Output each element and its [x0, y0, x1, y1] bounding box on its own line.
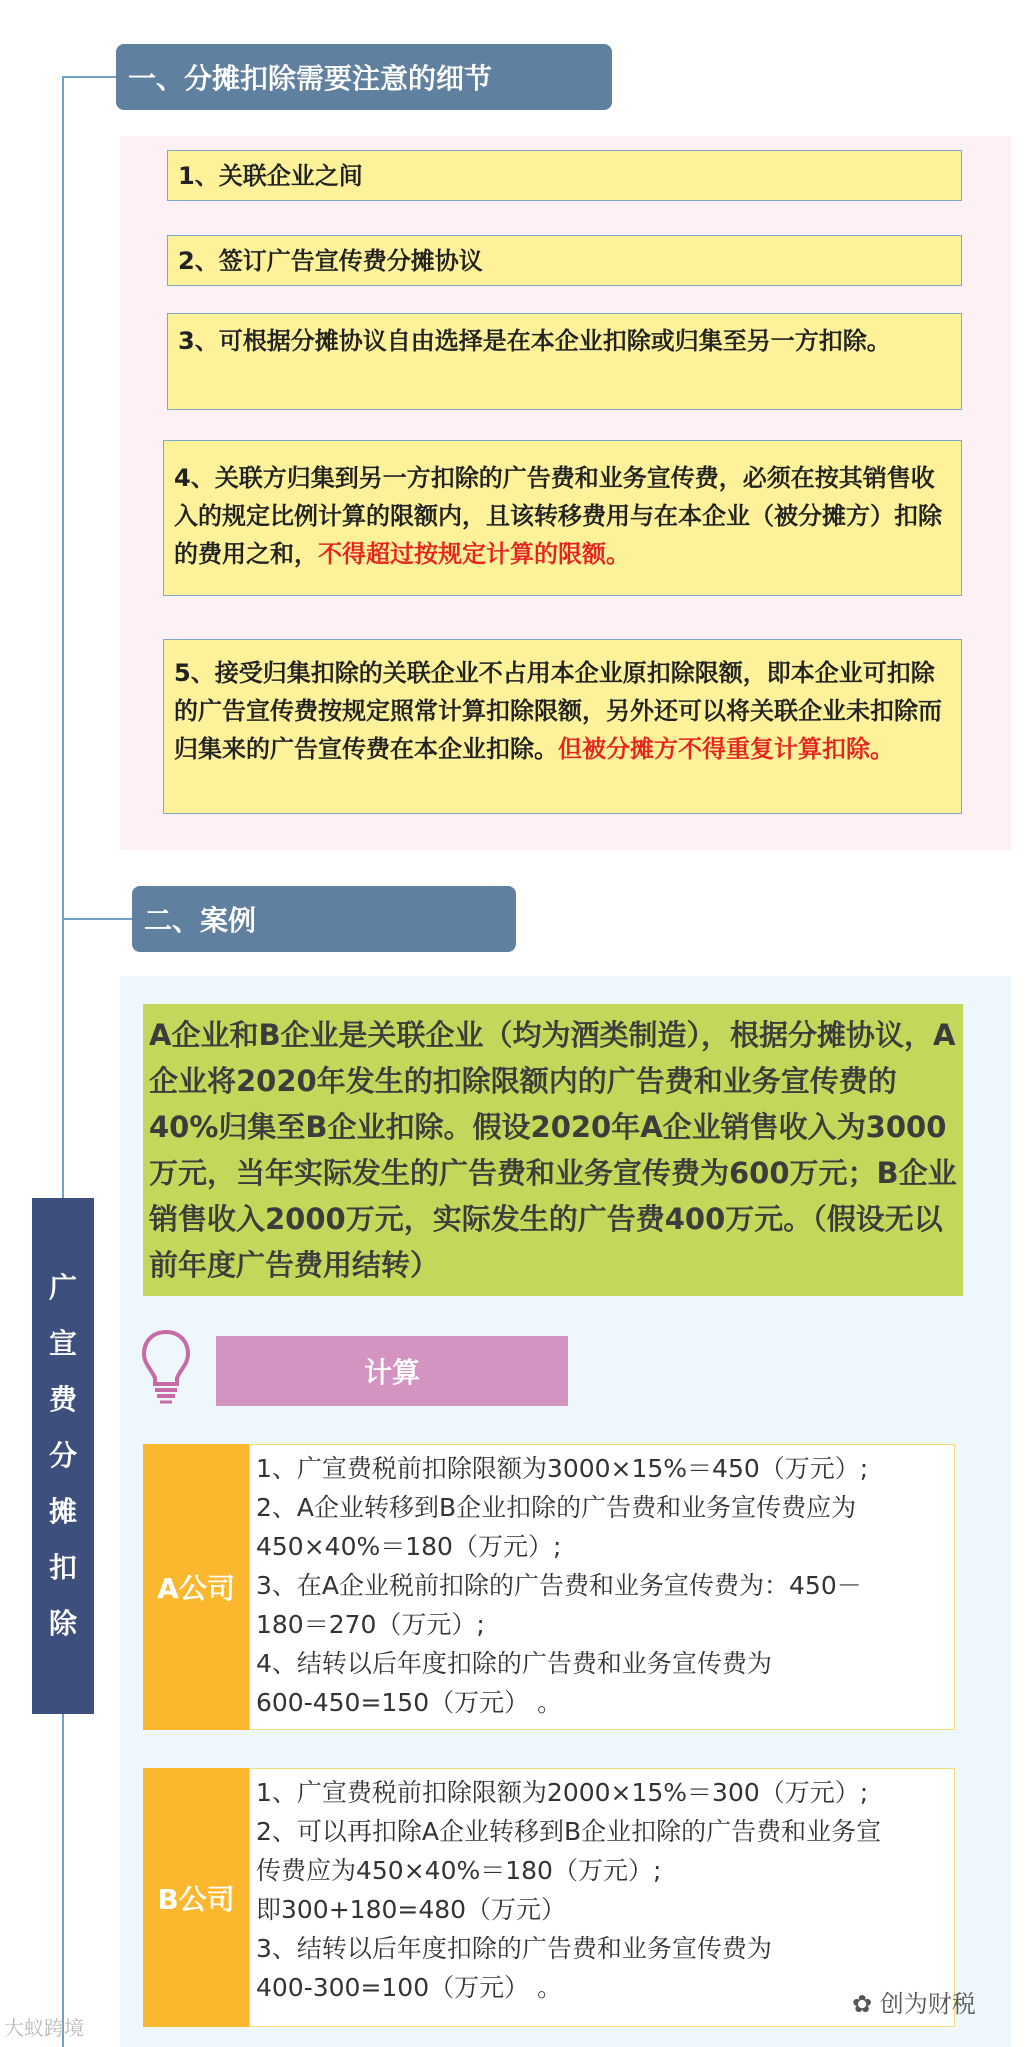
rule-5-text: 5、接受归集扣除的关联企业不占用本企业原扣除限额，即本企业可扣除的广告宣传费按规定照常计算扣除限额，另外还可以将关联企业未扣除而归集来的广告宣传费在本企业扣除。 — [174, 659, 942, 763]
watermark-bottom-right — [852, 1984, 976, 2019]
company-b-line: 传费应为450×40%＝180（万元）; — [256, 1856, 662, 1885]
side-title-char: 摊 — [48, 1495, 77, 1528]
company-a-line: 180＝270（万元）; — [256, 1610, 485, 1639]
company-a-line: 1、广宣费税前扣除限额为3000×15%＝450（万元）; — [256, 1454, 869, 1483]
rule-4-highlight: 不得超过按规定计算的限额。 — [318, 540, 630, 568]
rule-4 — [163, 440, 962, 596]
case-box — [143, 1004, 963, 1296]
side-title-char: 宣 — [48, 1327, 77, 1360]
side-title — [32, 1198, 94, 1714]
company-b-calculation — [249, 1768, 955, 2027]
rule-3 — [167, 313, 962, 410]
section1-title: 一、分摊扣除需要注意的细节 — [128, 62, 493, 95]
side-title-char: 扣 — [48, 1551, 77, 1584]
side-title-char: 广 — [48, 1271, 77, 1304]
connector-branch-2 — [62, 918, 132, 920]
company-a-label-text: A公司 — [157, 1572, 235, 1605]
section2-title: 二、案例 — [144, 904, 257, 937]
rule-2-text: 2、签订广告宣传费分摊协议 — [178, 246, 483, 275]
rule-5 — [163, 639, 962, 814]
company-b-line: 3、结转以后年度扣除的广告费和业务宣传费为 — [256, 1934, 772, 1963]
calc-label: 计算 — [363, 1356, 420, 1389]
watermark-bottom-left-text: 大蚁跨境 — [4, 2016, 84, 2040]
company-a-line: 450×40%＝180（万元）; — [256, 1532, 562, 1561]
section1-header — [116, 44, 612, 110]
rule-3-text: 3、可根据分摊协议自由选择是在本企业扣除或归集至另一方扣除。 — [178, 327, 891, 355]
wechat-icon: ✿ — [852, 1990, 880, 2018]
connector-branch-1 — [62, 76, 118, 78]
case-text: A企业和B企业是关联企业（均为酒类制造），根据分摊协议，A企业将2020年发生的扣除限额内的广告费和业务宣传费的40%归集至B企业扣除。假设2020年A企业销售收入为3000万元，当年实际发生的广告费和业务宣传费为600万元；B企业销售收入2000万元，实际发生的广告费400万元。（假设无以前年度广告费用结转） — [149, 1018, 957, 1282]
side-title-char: 费 — [48, 1383, 77, 1416]
rule-1 — [167, 150, 962, 201]
watermark-bottom-right-text: 创为财税 — [879, 1990, 976, 2018]
company-a-label — [143, 1444, 249, 1730]
company-a-line: 4、结转以后年度扣除的广告费和业务宣传费为 — [256, 1649, 772, 1678]
section2-header — [132, 886, 516, 952]
rule-1-text: 1、关联企业之间 — [178, 161, 363, 190]
company-a-line: 600-450=150（万元） 。 — [256, 1688, 563, 1717]
company-b-line: 2、可以再扣除A企业转移到B企业扣除的广告费和业务宣 — [256, 1817, 882, 1846]
calc-label-box — [216, 1336, 568, 1406]
company-a-calculation — [249, 1444, 955, 1730]
company-b-line: 1、广宣费税前扣除限额为2000×15%＝300（万元）; — [256, 1778, 869, 1807]
company-b-line: 即300+180=480（万元） — [256, 1895, 567, 1924]
company-a-line: 3、在A企业税前扣除的广告费和业务宣传费为：450－ — [256, 1571, 862, 1600]
company-a-line: 2、A企业转移到B企业扣除的广告费和业务宣传费应为 — [256, 1493, 857, 1522]
company-b-label — [143, 1768, 249, 2027]
rule-5-highlight: 但被分摊方不得重复计算扣除。 — [558, 735, 894, 763]
rule-4-text: 4、关联方归集到另一方扣除的广告费和业务宣传费，必须在按其销售收入的规定比例计算的限额内，且该转移费用与在本企业（被分摊方）扣除的费用之和， — [174, 464, 942, 568]
company-b-line: 400-300=100（万元） 。 — [256, 1973, 563, 2002]
side-title-char: 除 — [48, 1607, 77, 1640]
side-title-char: 分 — [48, 1439, 77, 1472]
rule-2 — [167, 235, 962, 286]
lightbulb-icon — [140, 1328, 192, 1404]
connector-vertical-line — [62, 76, 64, 2047]
company-b-label-text: B公司 — [157, 1882, 235, 1916]
watermark-bottom-left — [4, 2012, 84, 2041]
